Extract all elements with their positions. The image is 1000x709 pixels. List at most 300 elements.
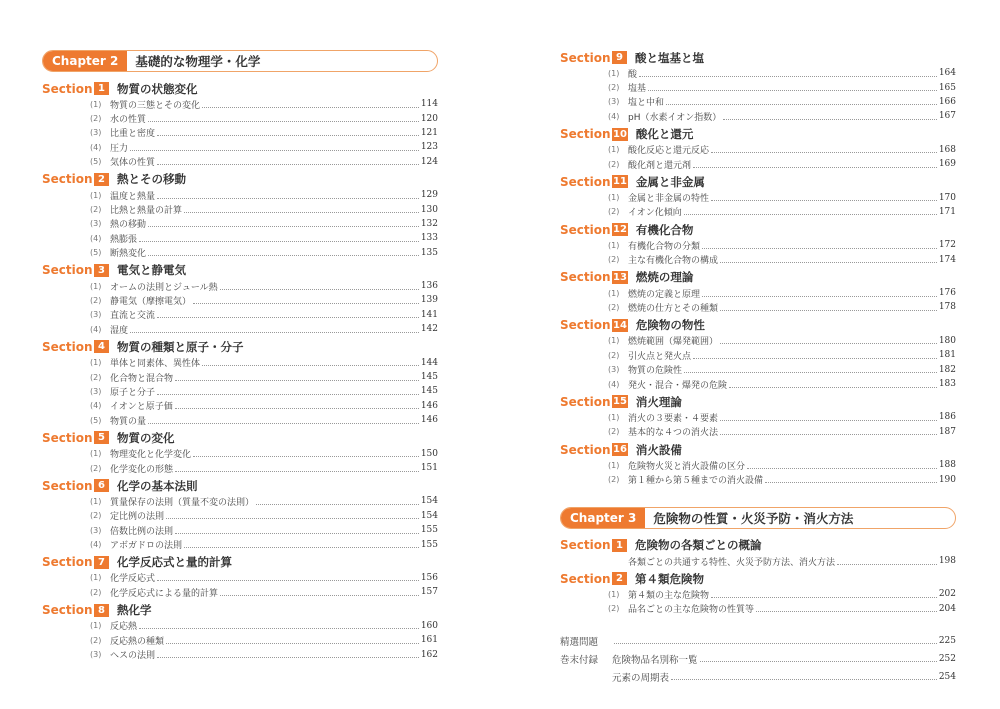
entry-label: 化学反応式 (110, 574, 156, 585)
entry-label: 静電気（摩擦電気） (110, 296, 192, 307)
section-header (560, 173, 956, 190)
chapter-tag: Chapter 2 (43, 51, 127, 71)
section-word: Section (42, 263, 93, 278)
chapter-title: 危険物の性質・火災予防・消火方法 (653, 510, 854, 526)
entry-label: 物理変化と化学変化 (110, 450, 192, 461)
toc-entry[interactable] (560, 190, 956, 204)
chapter-header (560, 507, 956, 529)
entry-page: 252 (938, 653, 956, 664)
section-number-badge: 5 (94, 431, 109, 444)
section-word: Section (560, 174, 611, 189)
leader-dots (193, 456, 419, 457)
entry-page: 151 (420, 463, 438, 473)
section-word: Section (42, 555, 93, 570)
entry-number: (4) (90, 401, 102, 411)
entry-page: 157 (420, 587, 438, 598)
entry-label: 水の性質 (110, 115, 147, 126)
right-column (560, 47, 956, 686)
toc-entry[interactable] (42, 633, 438, 647)
entry-page: 145 (420, 386, 438, 397)
entry-page: 171 (938, 206, 956, 217)
entry-label: 比重と密度 (110, 129, 156, 140)
entry-number: (1) (90, 190, 102, 200)
toc-entry[interactable] (560, 109, 956, 123)
entry-label: 断熱変化 (110, 249, 147, 260)
leader-dots (220, 595, 419, 596)
section-number-badge: 9 (612, 51, 627, 64)
entry-page: 141 (420, 309, 438, 320)
toc-entry[interactable] (42, 188, 438, 202)
toc-entry[interactable] (42, 322, 438, 336)
entry-number: (3) (608, 97, 620, 107)
section-title: 化学反応式と量的計算 (117, 555, 232, 570)
toc-entry[interactable] (42, 126, 438, 140)
toc-entry[interactable] (560, 377, 956, 391)
entry-number: (1) (90, 496, 102, 506)
section-number-badge: 16 (613, 444, 627, 456)
entry-number: (1) (608, 336, 620, 346)
toc-entry[interactable] (560, 602, 956, 616)
leader-dots (184, 212, 419, 213)
section-word: Section (560, 50, 611, 65)
toc-entry[interactable] (42, 585, 438, 599)
leader-dots (684, 214, 937, 215)
leader-dots (157, 580, 419, 581)
section-title: 消火理論 (635, 394, 682, 409)
entry-label: 基本的な４つの消火法 (628, 428, 719, 439)
entry-page: 166 (938, 96, 956, 107)
section-word: Section (560, 222, 611, 237)
entry-page: 150 (420, 448, 438, 459)
appendix-entry[interactable] (560, 632, 956, 650)
section-title: 燃焼の理論 (635, 270, 694, 285)
toc-entry[interactable] (560, 205, 956, 219)
leader-dots (702, 296, 937, 297)
entry-page: 154 (420, 510, 438, 521)
toc-entry[interactable] (42, 461, 438, 475)
toc-entry[interactable] (42, 217, 438, 231)
entry-page: 123 (420, 142, 438, 153)
entry-number: (4) (90, 540, 102, 550)
entry-label: 燃焼の定義と原理 (628, 289, 701, 300)
entry-page: 146 (420, 415, 438, 426)
section-number-badge: 2 (94, 173, 109, 186)
entry-page: 139 (420, 295, 438, 306)
toc-entry[interactable] (42, 370, 438, 384)
leader-dots (671, 679, 937, 680)
section-title: 物質の変化 (117, 430, 175, 445)
leader-dots (166, 643, 419, 644)
leader-dots (256, 504, 419, 505)
leader-dots (666, 104, 937, 105)
entry-page: 188 (938, 460, 956, 471)
entry-page: 254 (938, 671, 956, 682)
leader-dots (157, 657, 419, 658)
section-header (42, 477, 438, 494)
entry-page: 145 (420, 372, 438, 383)
toc-entry[interactable] (560, 458, 956, 472)
entry-number: (4) (90, 233, 102, 243)
toc-entry[interactable] (42, 202, 438, 216)
toc-entry[interactable] (560, 286, 956, 300)
toc-entry[interactable] (42, 384, 438, 398)
leader-dots (684, 372, 937, 373)
toc-entry[interactable] (560, 66, 956, 80)
entry-label: 燃焼範囲（爆発範囲） (628, 337, 719, 348)
section-word: Section (560, 442, 611, 457)
toc-entry[interactable] (42, 413, 438, 427)
entry-page: 156 (420, 572, 438, 583)
entry-number: (1) (608, 240, 620, 250)
entry-number: (2) (608, 350, 620, 360)
entry-number: (2) (608, 159, 620, 169)
entry-page: 121 (420, 127, 438, 138)
toc-entry[interactable] (42, 246, 438, 260)
leader-dots (220, 289, 419, 290)
entry-number: (1) (90, 358, 102, 368)
leader-dots (639, 76, 937, 77)
left-column (42, 50, 438, 662)
leader-dots (130, 332, 419, 333)
entry-number: (2) (90, 635, 102, 645)
leader-dots (184, 547, 419, 548)
entry-page: 190 (938, 474, 956, 485)
leader-dots (175, 533, 419, 534)
section-word: Section (560, 394, 611, 409)
toc-entry[interactable] (42, 399, 438, 413)
entry-number: (1) (608, 589, 620, 599)
entry-number: (3) (90, 386, 102, 396)
entry-number: (3) (90, 525, 102, 535)
entry-number: (2) (608, 475, 620, 485)
toc-entry[interactable] (42, 231, 438, 245)
leader-dots (747, 468, 937, 469)
entry-page: 186 (938, 412, 956, 423)
entry-label: 圧力 (110, 143, 129, 154)
leader-dots (148, 255, 419, 256)
entry-number: (5) (90, 415, 102, 425)
section-header (560, 49, 956, 66)
toc-entry[interactable] (560, 238, 956, 252)
appendix-item: 元素の周期表 (612, 672, 670, 684)
entry-page: 133 (420, 233, 438, 244)
entry-label: pH（水素イオン指数） (628, 112, 722, 123)
entry-label: 燃焼の仕方とその種類 (628, 303, 719, 314)
section-word: Section (42, 478, 93, 493)
leader-dots (193, 303, 419, 304)
section-header (42, 602, 438, 619)
entry-number: (3) (90, 310, 102, 320)
entry-page: 168 (938, 144, 956, 155)
entry-number: (2) (608, 604, 620, 614)
section-number-badge: 4 (94, 340, 109, 353)
entry-label: 主な有機化合物の構成 (628, 256, 719, 267)
toc-entry[interactable] (42, 140, 438, 154)
entry-page: 198 (938, 556, 956, 566)
appendix-entry[interactable] (560, 650, 956, 668)
entry-page: 225 (938, 635, 956, 646)
leader-dots (693, 358, 937, 359)
entry-label: 原子と分子 (110, 387, 156, 398)
toc-entry[interactable] (42, 523, 438, 537)
toc-entry[interactable] (42, 509, 438, 523)
entry-number: (1) (608, 460, 620, 470)
entry-number: (4) (608, 111, 620, 121)
leader-dots (148, 423, 419, 424)
leader-dots (720, 310, 937, 311)
section-title: 危険物の物性 (635, 318, 705, 333)
section-header (42, 80, 438, 97)
entry-label: 金属と非金属の特性 (628, 194, 710, 205)
entry-number: (2) (90, 463, 102, 473)
toc-entry[interactable] (560, 554, 956, 568)
entry-number: (2) (608, 207, 620, 217)
toc-entry[interactable] (42, 355, 438, 369)
section-number-badge: 8 (94, 604, 109, 617)
entry-label: 気体の性質 (110, 158, 156, 169)
section-number-badge: 1 (612, 539, 627, 552)
spacer (560, 616, 956, 632)
leader-dots (202, 365, 419, 366)
toc-entry[interactable] (42, 571, 438, 585)
entry-number: (1) (90, 621, 102, 631)
section-title: 物質の種類と原子・分子 (117, 339, 244, 354)
entry-page: 142 (420, 324, 438, 335)
entry-page: 167 (938, 111, 956, 122)
entry-label: 化合物と混合物 (110, 373, 174, 384)
entry-page: 136 (420, 281, 438, 292)
entry-number: (1) (608, 145, 620, 155)
chapter-header (42, 50, 438, 72)
toc-entry[interactable] (560, 143, 956, 157)
entry-page: 129 (420, 190, 438, 201)
entry-label: 直流と交流 (110, 311, 156, 322)
entry-label: 酸 (628, 69, 638, 80)
entry-label: イオンと原子価 (110, 402, 173, 413)
section-header (42, 429, 438, 446)
toc-entry[interactable] (560, 334, 956, 348)
toc-entry[interactable] (560, 300, 956, 314)
entry-number: (1) (608, 193, 620, 203)
entry-label: 倍数比例の法則 (110, 526, 174, 537)
leader-dots (202, 107, 419, 108)
entry-label: 比熱と熱量の計算 (110, 206, 183, 217)
entry-page: 132 (420, 218, 438, 229)
section-header (560, 441, 956, 458)
appendix-label: 巻末付録 (560, 654, 599, 666)
entry-number: (1) (90, 281, 102, 291)
entry-label: 反応熱 (110, 622, 138, 633)
appendix-label: 精選問題 (560, 636, 599, 648)
leader-dots (711, 597, 937, 598)
section-header (560, 126, 956, 143)
entry-page: 170 (938, 192, 956, 203)
leader-dots (648, 90, 937, 91)
toc-entry[interactable] (42, 308, 438, 322)
entry-number: (3) (90, 650, 102, 660)
entry-number: (4) (90, 142, 102, 152)
entry-page: 130 (420, 204, 438, 215)
section-header (42, 262, 438, 279)
entry-label: 第１種から第５種までの消火設備 (628, 476, 764, 487)
leader-dots (720, 434, 937, 435)
toc-entry[interactable] (42, 279, 438, 293)
section-header (560, 221, 956, 238)
section-header (560, 570, 956, 587)
entry-number: (2) (90, 205, 102, 215)
entry-number: (2) (90, 295, 102, 305)
entry-page: 178 (938, 302, 956, 313)
section-number-badge: 2 (612, 572, 627, 585)
toc-entry[interactable] (560, 95, 956, 109)
toc-entry[interactable] (560, 587, 956, 601)
leader-dots (175, 408, 419, 409)
entry-number: (2) (608, 302, 620, 312)
entry-number: (1) (608, 412, 620, 422)
toc-entry[interactable] (42, 111, 438, 125)
toc-entry[interactable] (560, 410, 956, 424)
toc-entry[interactable] (42, 494, 438, 508)
toc-entry[interactable] (42, 293, 438, 307)
toc-entry[interactable] (42, 647, 438, 661)
entry-label: 消火の３要素・４要素 (628, 413, 719, 424)
toc-entry[interactable] (42, 619, 438, 633)
entry-label: 発火・混合・爆発の危険 (628, 380, 728, 391)
entry-number: (1) (608, 68, 620, 78)
entry-page: 164 (938, 68, 956, 79)
section-word: Section (560, 571, 611, 586)
section-title: 物質の状態変化 (117, 81, 198, 96)
leader-dots (130, 150, 419, 151)
toc-entry[interactable] (560, 253, 956, 267)
section-header (42, 554, 438, 571)
toc-entry[interactable] (42, 446, 438, 460)
entry-page: 144 (420, 357, 438, 368)
toc-entry[interactable] (42, 155, 438, 169)
entry-number: (2) (90, 372, 102, 382)
section-number-badge: 1 (94, 82, 109, 95)
entry-number: (2) (90, 114, 102, 124)
entry-number: (3) (90, 128, 102, 138)
entry-label: 湿度 (110, 325, 129, 336)
entry-page: 169 (938, 159, 956, 170)
entry-label: 物質の量 (110, 416, 147, 427)
toc-entry[interactable] (560, 362, 956, 376)
toc-entry[interactable] (560, 80, 956, 94)
entry-number: (4) (608, 379, 620, 389)
entry-label: ヘスの法則 (110, 651, 156, 662)
entry-number: (1) (90, 573, 102, 583)
section-title: 化学の基本法則 (117, 478, 198, 493)
section-title: 消火設備 (635, 442, 682, 457)
entry-page: 135 (420, 247, 438, 258)
entry-label: 熱膨張 (110, 234, 138, 245)
spacer (560, 487, 956, 507)
appendix-entry[interactable] (560, 668, 956, 686)
entry-label: 品名ごとの主な危険物の性質等 (628, 605, 755, 616)
section-header (42, 171, 438, 188)
entry-page: 183 (938, 379, 956, 390)
section-number-badge: 7 (94, 556, 109, 569)
entry-label: 質量保存の法則（質量不変の法則） (110, 497, 255, 508)
toc-entry[interactable] (560, 472, 956, 486)
leader-dots (693, 167, 937, 168)
entry-number: (1) (90, 449, 102, 459)
section-word: Section (560, 538, 611, 553)
chapter-title: 基礎的な物理学・化学 (135, 54, 261, 69)
entry-label: 定比例の法則 (110, 512, 165, 523)
toc-entry[interactable] (560, 425, 956, 439)
entry-page: 120 (420, 113, 438, 124)
leader-dots (175, 380, 419, 381)
entry-label: 化学反応式による量的計算 (110, 588, 219, 599)
section-title: 電気と静電気 (117, 263, 186, 278)
section-title: 熱化学 (117, 603, 152, 618)
section-word: Section (560, 270, 611, 285)
entry-label: 第４類の主な危険物 (628, 590, 710, 601)
entry-page: 160 (420, 620, 438, 631)
entry-label: 物質の危険性 (628, 366, 683, 377)
toc-entry[interactable] (560, 157, 956, 171)
leader-dots (157, 135, 419, 136)
section-title: 第４類危険物 (635, 571, 704, 586)
section-title: 危険物の各類ごとの概論 (635, 538, 762, 553)
section-word: Section (42, 430, 93, 445)
entry-number: (3) (90, 219, 102, 229)
entry-page: 172 (938, 240, 956, 251)
entry-page: 202 (938, 589, 956, 600)
entry-label: オームの法則とジュール熱 (110, 282, 218, 293)
entry-label: 危険物火災と消火設備の区分 (628, 461, 746, 472)
leader-dots (148, 121, 419, 122)
leader-dots (157, 198, 419, 199)
section-word: Section (42, 81, 93, 96)
leader-dots (711, 152, 937, 153)
section-number-badge: 15 (613, 396, 627, 408)
leader-dots (614, 643, 937, 644)
section-header (560, 393, 956, 410)
entry-label: 引火点と発火点 (628, 351, 692, 362)
leader-dots (175, 471, 419, 472)
chapter-tag: Chapter 3 (561, 508, 645, 528)
section-word: Section (42, 339, 93, 354)
entry-page: 174 (938, 254, 956, 265)
toc-entry[interactable] (560, 348, 956, 362)
leader-dots (139, 241, 419, 242)
section-number-badge: 3 (94, 264, 109, 277)
leader-dots (711, 200, 937, 201)
leader-dots (157, 317, 419, 318)
entry-number: (1) (608, 288, 620, 298)
entry-label: 物質の三態とその変化 (110, 100, 201, 111)
entry-page: 124 (420, 156, 438, 167)
entry-page: 161 (420, 635, 438, 646)
toc-entry[interactable] (42, 97, 438, 111)
section-title: 金属と非金属 (635, 174, 705, 189)
entry-page: 181 (938, 350, 956, 361)
entry-label: アボガドロの法則 (110, 541, 183, 552)
entry-label: 化学変化の形態 (110, 464, 174, 475)
entry-label: 熱の移動 (110, 220, 147, 231)
entry-label: 単体と同素体、異性体 (110, 359, 201, 370)
entry-page: 146 (420, 400, 438, 411)
toc-entry[interactable] (42, 537, 438, 551)
entry-page: 187 (938, 426, 956, 437)
entry-page: 154 (420, 496, 438, 507)
section-title: 有機化合物 (635, 222, 694, 237)
section-number-badge: 6 (94, 479, 109, 492)
entry-page: 182 (938, 364, 956, 375)
